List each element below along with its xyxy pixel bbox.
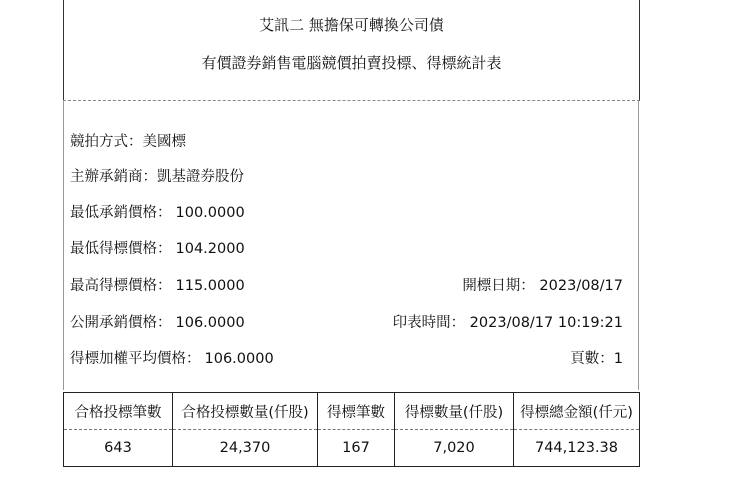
- column-header: 得標總金額(仟元): [514, 393, 640, 430]
- field-label: 最低得標價格：: [70, 241, 172, 257]
- field-label: 競拍方式：: [70, 134, 143, 150]
- right-margin-line: [638, 100, 639, 390]
- field-value: 106.0000: [204, 351, 274, 367]
- field-label: 最低承銷價格：: [70, 205, 172, 221]
- field-auction-method: [70, 130, 186, 151]
- table-cell: 167: [318, 430, 395, 467]
- table-cell: 744,123.38: [514, 430, 640, 467]
- field-weighted-avg-price: [70, 347, 274, 368]
- table-cell: 7,020: [395, 430, 514, 467]
- column-header: 合格投標數量(仟股): [173, 393, 318, 430]
- summary-table: [63, 392, 640, 467]
- field-value: 100.0000: [175, 205, 245, 221]
- field-label: 主辦承銷商：: [70, 169, 157, 185]
- field-value: 106.0000: [175, 315, 245, 331]
- page-number: 頁數：1: [570, 351, 623, 367]
- field-label: 最高得標價格：: [70, 278, 172, 294]
- field-min-underwriting-price: [70, 201, 245, 222]
- column-header: 得標筆數: [318, 393, 395, 430]
- report-subtitle: 有價證券銷售電腦競價拍賣投標、得標統計表: [201, 54, 502, 72]
- column-header: 得標數量(仟股): [395, 393, 514, 430]
- table-cell: 24,370: [173, 430, 318, 467]
- field-value: 凱基證券股份: [157, 169, 244, 185]
- open-date: 開標日期： 2023/08/17: [462, 278, 623, 294]
- field-value: 115.0000: [175, 278, 245, 294]
- field-value: 美國標: [142, 134, 186, 150]
- field-public-underwriting-price: [70, 311, 245, 332]
- print-time: 印表時間： 2023/08/17 10:19:21: [392, 315, 623, 331]
- field-max-winning-price: [70, 274, 245, 295]
- table-row: [64, 430, 640, 467]
- field-value: 104.2000: [175, 241, 245, 257]
- report-title: 艾訊二 無擔保可轉換公司債: [259, 16, 444, 34]
- column-header: 合格投標筆數: [64, 393, 173, 430]
- report-header: [63, 0, 640, 101]
- field-min-winning-price: [70, 237, 245, 258]
- field-label: 公開承銷價格：: [70, 315, 172, 331]
- table-cell: 643: [64, 430, 173, 467]
- field-underwriter: [70, 165, 244, 186]
- table-header-row: [64, 393, 640, 430]
- left-margin-line: [63, 100, 64, 390]
- field-label: 得標加權平均價格：: [70, 351, 201, 367]
